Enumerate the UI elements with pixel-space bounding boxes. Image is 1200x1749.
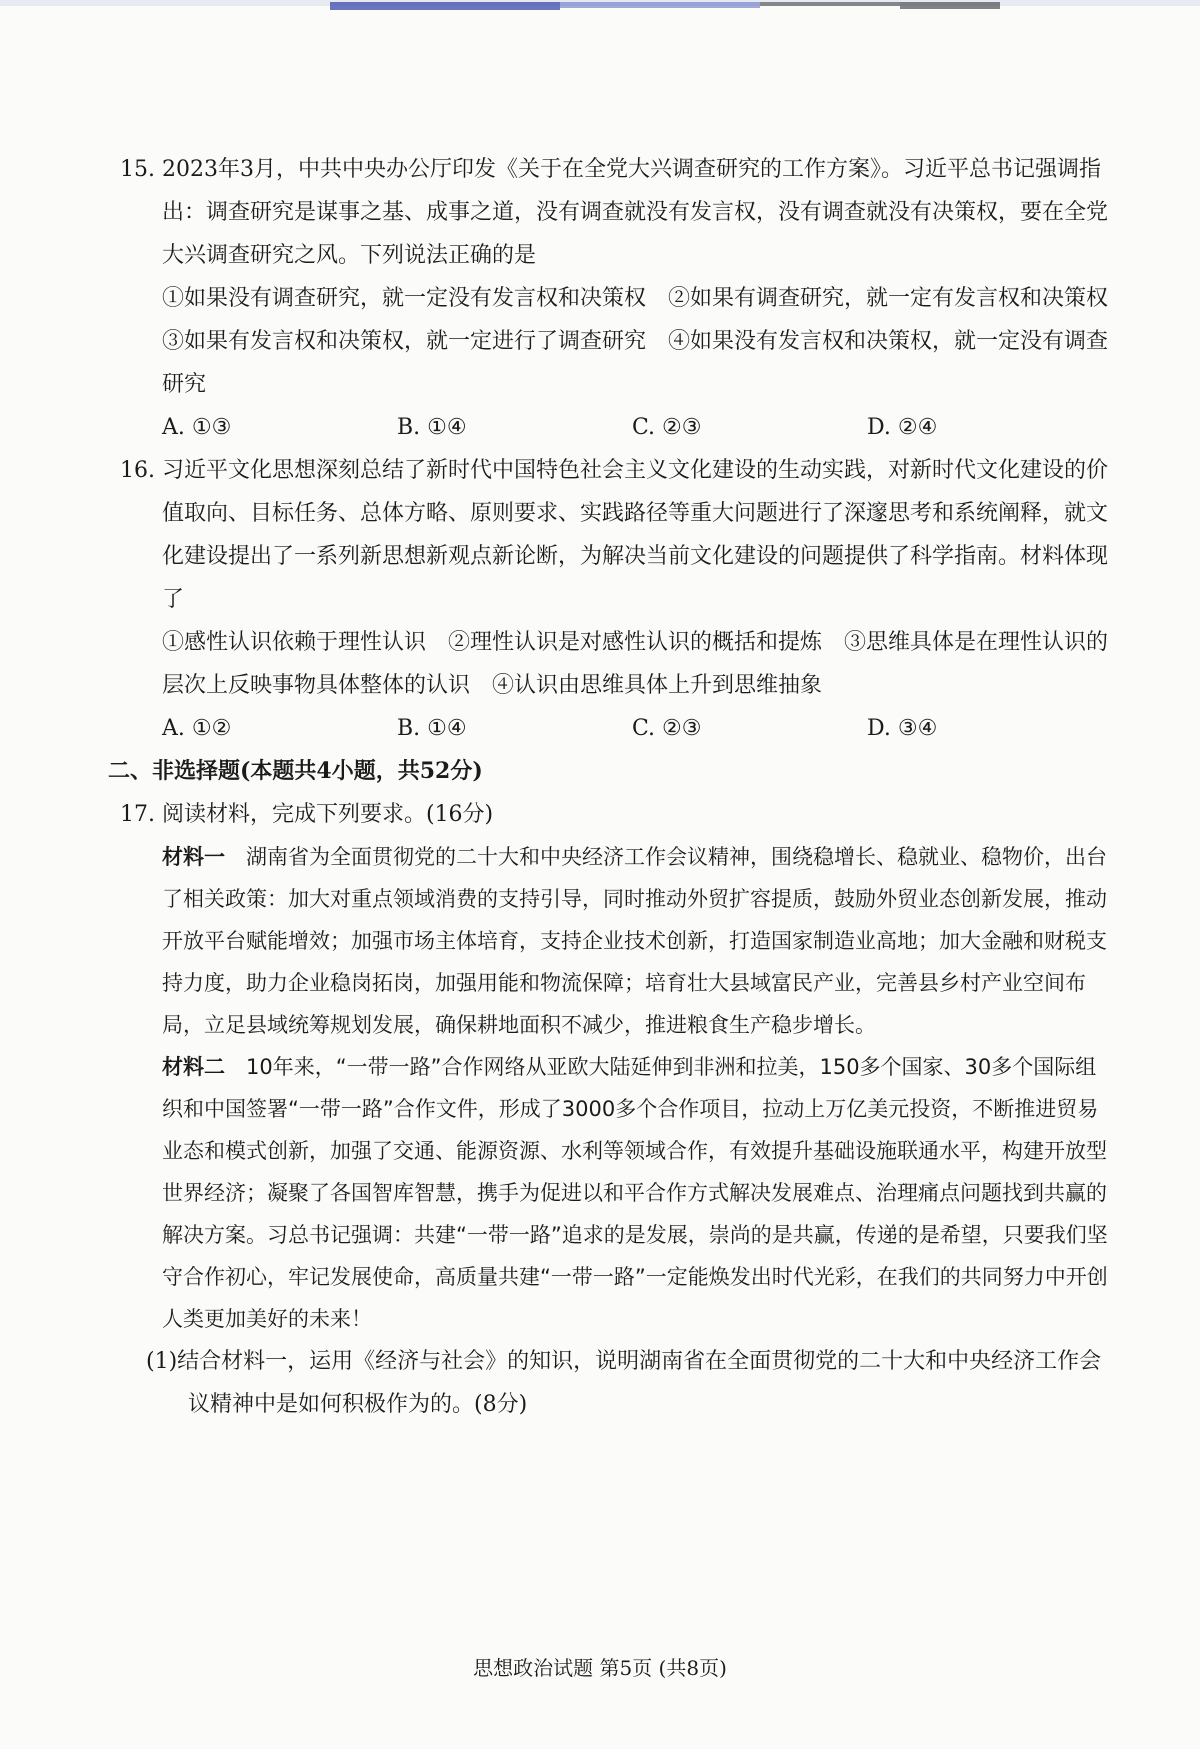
- q16-option-d[interactable]: D. ③④: [867, 716, 938, 741]
- q15-options: [120, 406, 1112, 449]
- q17-material-2: [120, 1046, 1112, 1340]
- q16-stem: 16. 习近平文化思想深刻总结了新时代中国特色社会主义文化建设的生动实践，对新时代文化建设的价值取向、目标任务、总体方略、原则要求、实践路径等重大问题进行了深邃思考和系统阐释，就文化建设提出了一系列新思想新观点新论断，为解决当前文化建设的问题提供了科学指南。材料体现了: [120, 458, 1109, 612]
- material-2-text: 10年来，“一带一路”合作网络从亚欧大陆延伸到非洲和拉美，150多个国家、30多个国际组织和中国签署“一带一路”合作文件，形成了3000多个合作项目，拉动上万亿美元投资，不断推进贸易业态和模式创新，加强了交通、能源资源、水利等领域合作，有效提升基础设施联通水平，构建开放型世界经济；凝聚了各国智库智慧，携手为促进以和平合作方式解决发展难点、治理痛点问题找到共赢的解决方案。习总书记强调：共建“一带一路”追求的是发展，崇尚的是共赢，传递的是希望，只要我们坚守合作初心，牢记发展使命，高质量共建“一带一路”一定能焕发出时代光彩，在我们的共同努力中开创人类更加美好的未来！: [162, 1055, 1108, 1331]
- section-heading: 二、非选择题(本题共4小题，共52分): [108, 758, 483, 784]
- q15-option-a[interactable]: A. ①③: [162, 415, 232, 440]
- scan-artifact-top: [0, 0, 1200, 26]
- q17-material-1: [120, 836, 1112, 1046]
- exam-page-content: [108, 148, 1131, 1426]
- q17-stem: 17. 阅读材料，完成下列要求。(16分): [120, 802, 494, 827]
- q15-statements: ①如果没有调查研究，就一定没有发言权和决策权 ②如果有调查研究，就一定有发言权和决策权 ③如果有发言权和决策权，就一定进行了调查研究 ④如果没有发言权和决策权，就一定没有调查研究: [162, 286, 1131, 397]
- q16-options: [120, 707, 1112, 750]
- material-2-label: 材料二: [162, 1055, 225, 1079]
- q15-option-b[interactable]: B. ①④: [397, 415, 467, 440]
- page-footer: 思想政治试题 第5页 (共8页): [473, 1656, 727, 1680]
- q17-sub-question-1: (1)结合材料一，运用《经济与社会》的知识，说明湖南省在全面贯彻党的二十大和中央经济工作会议精神中是如何积极作为的。(8分): [146, 1349, 1102, 1417]
- q16-option-a[interactable]: A. ①②: [162, 716, 232, 741]
- q16-statements: ①感性认识依赖于理性认识 ②理性认识是对感性认识的概括和提炼 ③思维具体是在理性认识的层次上反映事物具体整体的认识 ④认识由思维具体上升到思维抽象: [162, 630, 1109, 698]
- q15-option-d[interactable]: D. ②④: [867, 415, 938, 440]
- q15-option-c[interactable]: C. ②③: [632, 415, 702, 440]
- q16-option-c[interactable]: C. ②③: [632, 716, 702, 741]
- q15-stem: 15. 2023年3月，中共中央办公厅印发《关于在全党大兴调查研究的工作方案》。习近平总书记强调指出：调查研究是谋事之基、成事之道，没有调查就没有发言权，没有调查就没有决策权，要在全党大兴调查研究之风。下列说法正确的是: [120, 157, 1109, 268]
- material-1-label: 材料一: [162, 845, 225, 869]
- material-1-text: 湖南省为全面贯彻党的二十大和中央经济工作会议精神，围绕稳增长、稳就业、稳物价，出台了相关政策：加大对重点领域消费的支持引导，同时推动外贸扩容提质，鼓励外贸业态创新发展，推动开放平台赋能增效；加强市场主体培育，支持企业技术创新，打造国家制造业高地；加大金融和财税支持力度，助力企业稳岗拓岗，加强用能和物流保障；培育壮大县域富民产业，完善县乡村产业空间布局，立足县域统筹规划发展，确保耕地面积不减少，推进粮食生产稳步增长。: [162, 845, 1107, 1037]
- q16-option-b[interactable]: B. ①④: [397, 716, 467, 741]
